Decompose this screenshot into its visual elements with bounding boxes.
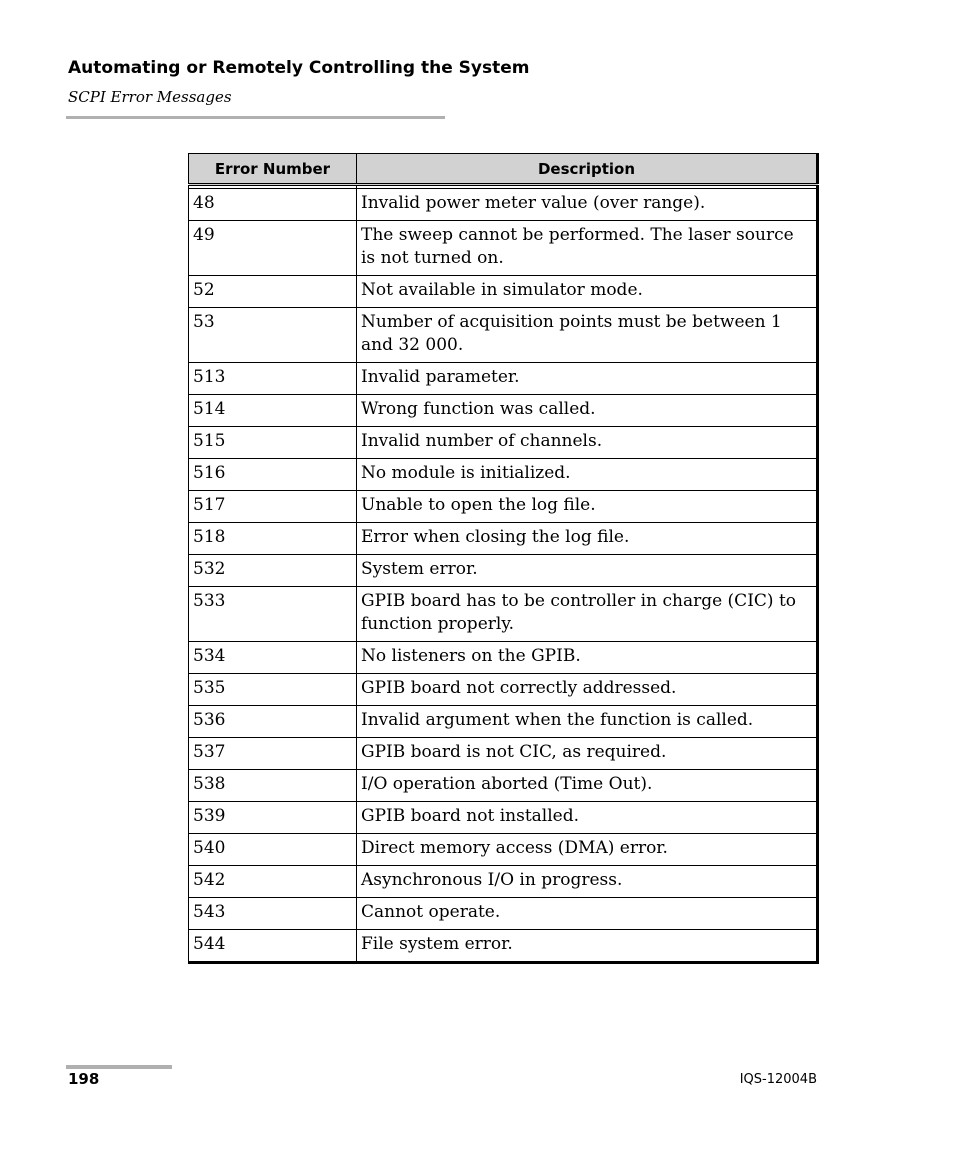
description-cell: Asynchronous I/O in progress. [357, 866, 818, 898]
table-header-row [189, 154, 818, 185]
description-cell: I/O operation aborted (Time Out). [357, 770, 818, 802]
table-row [189, 491, 818, 523]
table-row [189, 587, 818, 642]
description-cell: Invalid argument when the function is called. [357, 706, 818, 738]
error-number-cell: 537 [189, 738, 357, 770]
table-row [189, 555, 818, 587]
table-row [189, 674, 818, 706]
error-number-cell: 532 [189, 555, 357, 587]
table-row [189, 642, 818, 674]
page-number: 198 [68, 1070, 100, 1088]
description-cell: GPIB board is not CIC, as required. [357, 738, 818, 770]
error-number-cell: 539 [189, 802, 357, 834]
footer-divider [66, 1065, 172, 1069]
error-table [188, 153, 819, 964]
description-cell: GPIB board has to be controller in charge (CIC) to function properly. [357, 587, 818, 642]
table-row [189, 459, 818, 491]
column-header-error-number: Error Number [189, 154, 357, 185]
error-number-cell: 533 [189, 587, 357, 642]
table-row [189, 706, 818, 738]
error-number-cell: 517 [189, 491, 357, 523]
description-cell: Invalid power meter value (over range). [357, 189, 818, 221]
column-header-description: Description [357, 154, 818, 185]
error-number-cell: 513 [189, 363, 357, 395]
error-number-cell: 536 [189, 706, 357, 738]
description-cell: No listeners on the GPIB. [357, 642, 818, 674]
error-number-cell: 535 [189, 674, 357, 706]
description-cell: GPIB board not correctly addressed. [357, 674, 818, 706]
document-code: IQS-12004B [739, 1072, 817, 1087]
error-number-cell: 516 [189, 459, 357, 491]
description-cell: GPIB board not installed. [357, 802, 818, 834]
description-cell: Error when closing the log file. [357, 523, 818, 555]
error-number-cell: 49 [189, 221, 357, 276]
table-row [189, 802, 818, 834]
description-cell: File system error. [357, 930, 818, 963]
error-number-cell: 540 [189, 834, 357, 866]
error-number-cell: 544 [189, 930, 357, 963]
table-row [189, 189, 818, 221]
table-row [189, 523, 818, 555]
table-row [189, 866, 818, 898]
table-row [189, 898, 818, 930]
description-cell: Cannot operate. [357, 898, 818, 930]
table-row [189, 427, 818, 459]
description-cell: Wrong function was called. [357, 395, 818, 427]
table-row [189, 770, 818, 802]
description-cell: The sweep cannot be performed. The laser source is not turned on. [357, 221, 818, 276]
error-number-cell: 515 [189, 427, 357, 459]
section-subtitle: SCPI Error Messages [68, 88, 232, 106]
error-number-cell: 543 [189, 898, 357, 930]
description-cell: System error. [357, 555, 818, 587]
description-cell: Not available in simulator mode. [357, 276, 818, 308]
description-cell: Unable to open the log file. [357, 491, 818, 523]
error-number-cell: 538 [189, 770, 357, 802]
error-number-cell: 518 [189, 523, 357, 555]
error-number-cell: 514 [189, 395, 357, 427]
table-row [189, 834, 818, 866]
description-cell: Number of acquisition points must be between 1 and 32 000. [357, 308, 818, 363]
error-number-cell: 542 [189, 866, 357, 898]
table-row [189, 276, 818, 308]
error-number-cell: 52 [189, 276, 357, 308]
header-divider [66, 116, 445, 119]
description-cell: Invalid number of channels. [357, 427, 818, 459]
description-cell: Invalid parameter. [357, 363, 818, 395]
table-row [189, 308, 818, 363]
table-row [189, 363, 818, 395]
table-row [189, 221, 818, 276]
error-number-cell: 53 [189, 308, 357, 363]
error-number-cell: 48 [189, 189, 357, 221]
table-row [189, 395, 818, 427]
error-number-cell: 534 [189, 642, 357, 674]
description-cell: No module is initialized. [357, 459, 818, 491]
table-row [189, 930, 818, 963]
table-row [189, 738, 818, 770]
section-title: Automating or Remotely Controlling the System [68, 58, 530, 78]
description-cell: Direct memory access (DMA) error. [357, 834, 818, 866]
